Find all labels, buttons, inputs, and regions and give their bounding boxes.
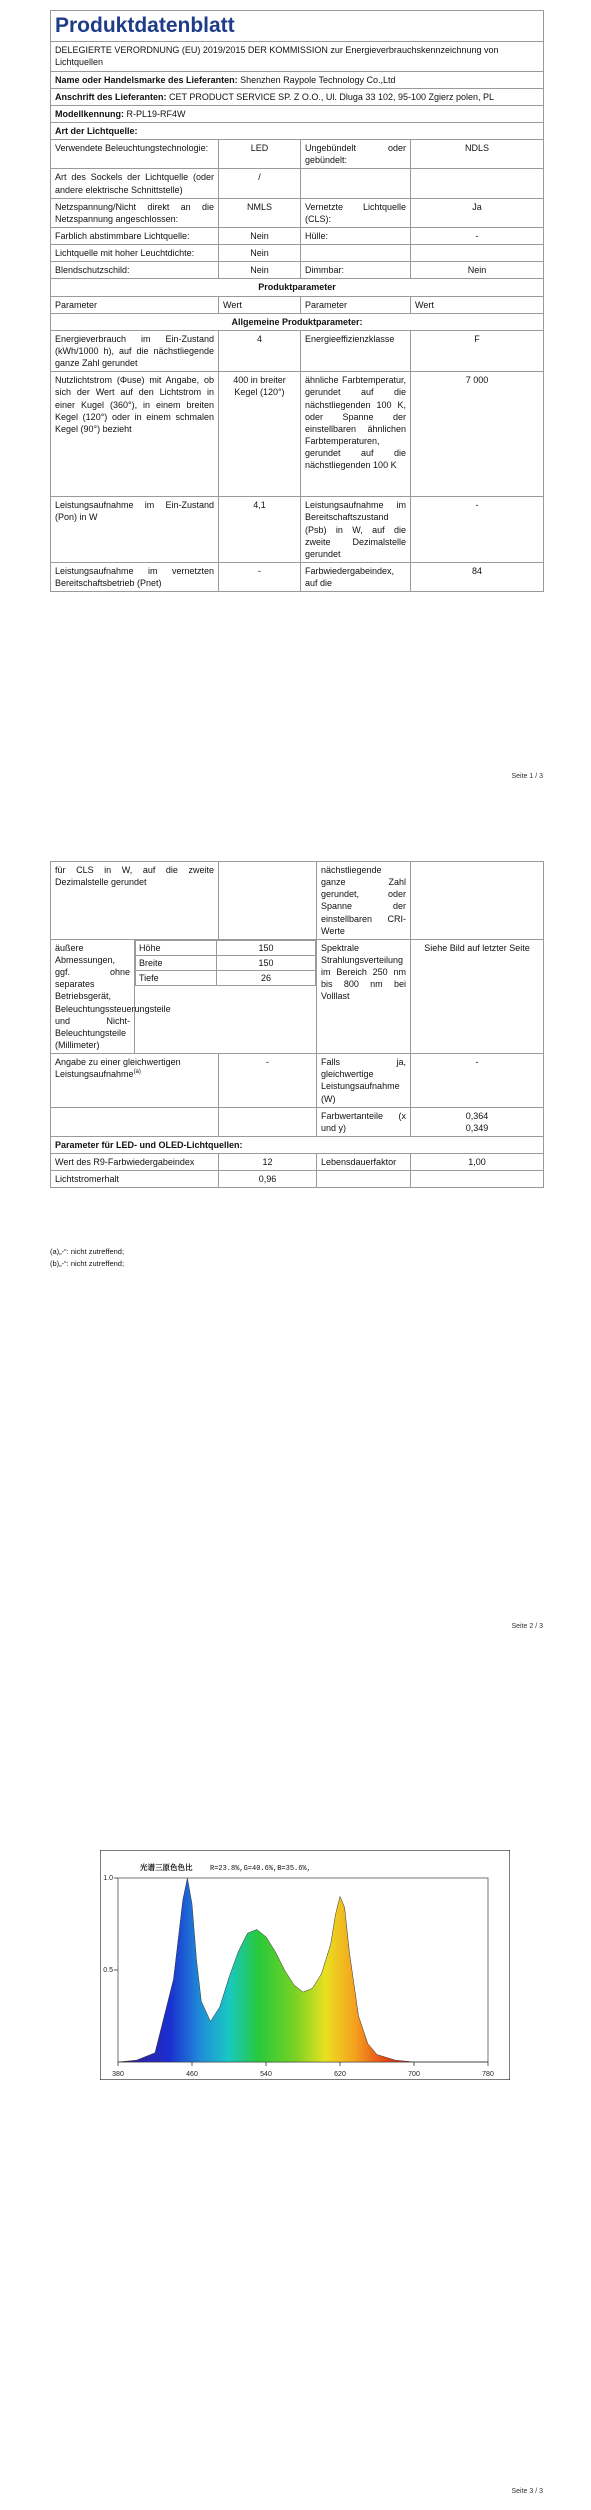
type-value: -	[411, 228, 544, 245]
param-value: F	[411, 330, 544, 371]
trademark-row	[51, 71, 544, 88]
table-row	[51, 563, 544, 592]
type-value: Nein	[219, 245, 301, 262]
table-row	[51, 372, 544, 497]
x-tick-label: 380	[112, 2071, 124, 2078]
page-number: Seite 1 / 3	[511, 773, 543, 780]
dim-name: Höhe	[136, 940, 217, 955]
type-value: NDLS	[411, 140, 544, 169]
dim-name: Breite	[136, 955, 217, 970]
type-label: Art des Sockels der Lichtquelle (oder andere elektrische Schnittstelle)	[51, 169, 219, 198]
chroma-value: 0,364 0,349	[411, 1107, 544, 1136]
col-parameter: Parameter	[301, 296, 411, 313]
type-value: Nein	[219, 228, 301, 245]
type-value: Nein	[411, 262, 544, 279]
footnote-a: (a)„-“: nicht zutreffend;	[50, 1247, 125, 1256]
type-label: Lichtquelle mit hoher Leuchtdichte:	[51, 245, 219, 262]
equiv-label	[51, 1054, 219, 1108]
type-label: Blendschutzschild:	[51, 262, 219, 279]
type-label: Ungebündelt oder gebündelt:	[301, 140, 411, 169]
spectral-value: Siehe Bild auf letzter Seite	[411, 939, 544, 1053]
y-tick-label: 1.0	[103, 1875, 113, 1882]
table-row	[51, 939, 544, 1053]
general-heading: Allgemeine Produktparameter:	[51, 313, 544, 330]
param-value: 400 in breiter Kegel (120°)	[219, 372, 301, 497]
type-label	[301, 169, 411, 198]
survival-label: Lebensdauerfaktor	[317, 1154, 411, 1171]
table-row	[51, 245, 544, 262]
col-parameter: Parameter	[51, 296, 219, 313]
x-tick-label: 460	[186, 2071, 198, 2078]
param-value: -	[411, 497, 544, 563]
type-value	[411, 245, 544, 262]
dim-row	[136, 940, 316, 955]
param-value: 7 000	[411, 372, 544, 497]
param-label: Energieverbrauch im Ein-Zustand (kWh/1000 h), auf die nächstliegende ganze Zahl gerundet	[51, 330, 219, 371]
type-label: Hülle:	[301, 228, 411, 245]
dims-label: äußere Abmessungen, ggf. ohne separates Betriebsgerät, Beleuchtungssteuerungsteile und Nicht-Beleuchtungsteile (Millimeter)	[51, 939, 135, 1053]
datasheet-page-1	[50, 10, 543, 592]
dim-row	[136, 971, 316, 986]
footnotes	[50, 1246, 124, 1270]
type-label: Dimmbar:	[301, 262, 411, 279]
param-value: 84	[411, 563, 544, 592]
param-value: 4	[219, 330, 301, 371]
spectral-label: Spektrale Strahlungsverteilung im Bereich 250 nm bis 800 nm bei Volllast	[317, 939, 411, 1053]
param-label: für CLS in W, auf die zweite Dezimalstelle gerundet	[51, 862, 219, 940]
model-label: Modellkennung:	[55, 108, 124, 119]
type-value: Ja	[411, 198, 544, 227]
chroma-label: Farbwertanteile (x und y)	[317, 1107, 411, 1136]
type-value: Nein	[219, 262, 301, 279]
spectrum-chart	[100, 1850, 510, 2080]
dim-value: 26	[217, 971, 316, 986]
table-row	[51, 862, 544, 940]
type-label: Verwendete Beleuchtungstechnologie:	[51, 140, 219, 169]
dim-value: 150	[217, 955, 316, 970]
dim-row	[136, 955, 316, 970]
param-value: 4,1	[219, 497, 301, 563]
table-row	[51, 1154, 544, 1171]
type-value	[411, 169, 544, 198]
model-value: R-PL19-RF4W	[126, 108, 186, 119]
x-tick-label: 700	[408, 2071, 420, 2078]
equiv-l2: Falls ja, gleichwertige Leistungsaufnahme (W)	[317, 1054, 411, 1108]
type-value: /	[219, 169, 301, 198]
col-value: Wert	[411, 296, 544, 313]
table-row	[51, 1107, 544, 1136]
table-row	[51, 198, 544, 227]
type-label: Farblich abstimmbare Lichtquelle:	[51, 228, 219, 245]
equiv-value: -	[219, 1054, 317, 1108]
address-label: Anschrift des Lieferanten:	[55, 91, 167, 102]
y-tick-label: 0.5	[103, 1967, 113, 1974]
x-tick-label: 620	[334, 2071, 346, 2078]
param-label: Energieeffizienzklasse	[301, 330, 411, 371]
r9-value: 12	[219, 1154, 317, 1171]
address-value: CET PRODUCT SERVICE SP. Z O.O., Ul. Dluga 33 102, 95-100 Zgierz polen, PL	[169, 91, 495, 102]
r9-label: Wert des R9-Farbwiedergabeindex	[51, 1154, 219, 1171]
param-label: ähnliche Farbtemperatur, gerundet auf die nächstliegenden 100 K, oder Spanne der einstellbaren ähnlichen Farbtemperaturen, gerundet auf die nächstliegenden 100 K	[301, 372, 411, 497]
dim-name: Tiefe	[136, 971, 217, 986]
page-number: Seite 2 / 3	[511, 1623, 543, 1630]
param-label: Leistungsaufnahme im vernetzten Bereitschaftsbetrieb (Pnet)	[51, 563, 219, 592]
x-tick-label: 780	[482, 2071, 494, 2078]
type-label: Vernetzte Lichtquelle (CLS):	[301, 198, 411, 227]
footnote-b: (b)„-“: nicht zutreffend;	[50, 1259, 125, 1268]
param-value: -	[219, 563, 301, 592]
col-value: Wert	[219, 296, 301, 313]
params-heading: Produktparameter	[51, 279, 544, 296]
equiv-v2: -	[411, 1054, 544, 1108]
chart-title: 光谱三原色色比	[140, 1863, 193, 1872]
dims-table	[135, 940, 316, 986]
type-heading: Art der Lichtquelle:	[51, 123, 544, 140]
table-row	[51, 140, 544, 169]
equiv-footnote-ref: (a)	[133, 1069, 141, 1076]
spectrum-svg	[100, 1850, 510, 2080]
equiv-label-text: Angabe zu einer gleichwertigen Leistungsaufnahme	[55, 1057, 181, 1080]
params-header-row	[51, 296, 544, 313]
param-label: Leistungsaufnahme im Ein-Zustand (Pon) in W	[51, 497, 219, 563]
led-heading: Parameter für LED- und OLED-Lichtquellen:	[51, 1136, 544, 1153]
datasheet-page-2	[50, 861, 543, 1188]
table-row	[51, 228, 544, 245]
address-row	[51, 88, 544, 105]
table-row	[51, 1171, 544, 1188]
param-label: nächstliegende ganze Zahl gerundet, oder Spanne der einstellbaren CRI-Werte	[317, 862, 411, 940]
regulation-text: DELEGIERTE VERORDNUNG (EU) 2019/2015 DER KOMMISSION zur Energieverbrauchskennzeichnung von Lichtquellen	[51, 42, 544, 71]
trademark-value: Shenzhen Raypole Technology Co.,Ltd	[240, 74, 396, 85]
trademark-label: Name oder Handelsmarke des Lieferanten:	[55, 74, 238, 85]
param-label: Farbwiedergabeindex, auf die	[301, 563, 411, 592]
model-row	[51, 105, 544, 122]
header-table	[50, 10, 544, 592]
chart-subtitle: R=23.8%,G=40.6%,B=35.6%,	[210, 1865, 311, 1873]
lumen-value: 0,96	[219, 1171, 317, 1188]
lumen-label: Lichtstromerhalt	[51, 1171, 219, 1188]
page-number: Seite 3 / 3	[511, 2488, 543, 2495]
table-row	[51, 1054, 544, 1108]
document-title: Produktdatenblatt	[51, 11, 544, 42]
table-row	[51, 497, 544, 563]
survival-value: 1,00	[411, 1154, 544, 1171]
table-row	[51, 262, 544, 279]
type-value: NMLS	[219, 198, 301, 227]
params-table-continued	[50, 861, 544, 1188]
table-row	[51, 169, 544, 198]
table-row	[51, 330, 544, 371]
param-label: Leistungsaufnahme im Bereitschaftszustand (Psb) in W, auf die zweite Dezimalstelle gerundet	[301, 497, 411, 563]
type-label: Netzspannung/Nicht direkt an die Netzspannung angeschlossen:	[51, 198, 219, 227]
x-tick-label: 540	[260, 2071, 272, 2078]
param-label: Nutzlichtstrom (Φuse) mit Angabe, ob sich der Wert auf den Lichtstrom in einer Kugel (360°), in einem breiten Kegel (120°) oder in einem schmalen Kegel (90°) bezieht	[51, 372, 219, 497]
dim-value: 150	[217, 940, 316, 955]
type-label	[301, 245, 411, 262]
type-value: LED	[219, 140, 301, 169]
